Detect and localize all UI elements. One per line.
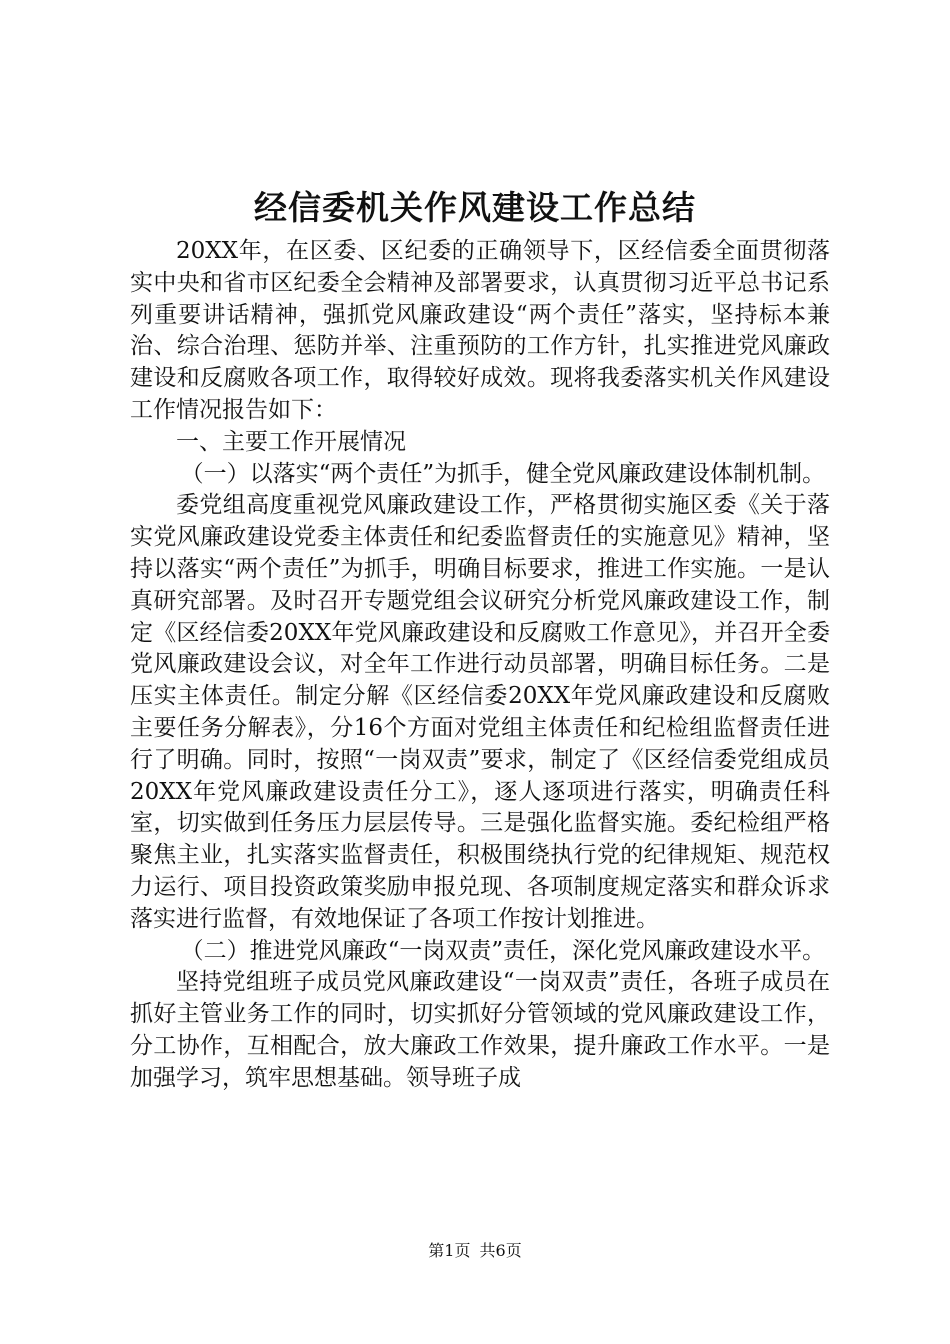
document-body [130,236,830,1095]
body-paragraph-1: 委党组高度重视党风廉政建设工作，严格贯彻实施区委《关于落实党风廉政建设党委主体责任和纪委监督责任的实施意见》精神，坚持以落实“两个责任”为抓手，明确目标要求，推进工作实施。一是认真研究部署。及时召开专题党组会议研究分析党风廉政建设工作，制定《区经信委20XX年党风廉政建设和反腐败工作意见》，并召开全委党风廉政建设会议，对全年工作进行动员部署，明确目标任务。二是压实主体责任。制定分解《区经信委20XX年党风廉政建设和反腐败主要任务分解表》，分16个方面对党组主体责任和纪检组监督责任进行了明确。同时，按照“一岗双责”要求，制定了《区经信委党组成员20XX年党风廉政建设责任分工》，逐人逐项进行落实，明确责任科室，切实做到任务压力层层传导。三是强化监督实施。委纪检组严格聚焦主业，扎实落实监督责任，积极围绕执行党的纪律规矩、规范权力运行、项目投资政策奖励申报兑现、各项制度规定落实和群众诉求落实进行监督，有效地保证了各项工作按计划推进。 [130,492,830,932]
document-title: 经信委机关作风建设工作总结 [254,188,696,227]
page-number: 第1页 [428,1241,471,1260]
subsection-heading-1: （一）以落实“两个责任”为抓手，健全党风廉政建设体制机制。 [180,460,826,487]
page-total: 共6页 [479,1241,522,1260]
intro-paragraph: 20XX年，在区委、区纪委的正确领导下，区经信委全面贯彻落实中央和省市区纪委全会精神及部署要求，认真贯彻习近平总书记系列重要讲话精神，强抓党风廉政建设“两个责任”落实，坚持标本兼治、综合治理、惩防并举、注重预防的工作方针，扎实推进党风廉政建设和反腐败各项工作，取得较好成效。现将我委落实机关作风建设工作情况报告如下： [130,238,830,423]
subsection-heading-2: （二）推进党风廉政“一岗双责”责任，深化党风廉政建设水平。 [180,937,826,964]
body-paragraph-2: 坚持党组班子成员党风廉政建设“一岗双责”责任，各班子成员在抓好主管业务工作的同时，切实抓好分管领域的党风廉政建设工作，分工协作，互相配合，放大廉政工作效果，提升廉政工作水平。一是加强学习，筑牢思想基础。领导班子成 [130,969,830,1091]
section-heading: 一、主要工作开展情况 [176,428,406,455]
page-footer [0,1240,950,1262]
